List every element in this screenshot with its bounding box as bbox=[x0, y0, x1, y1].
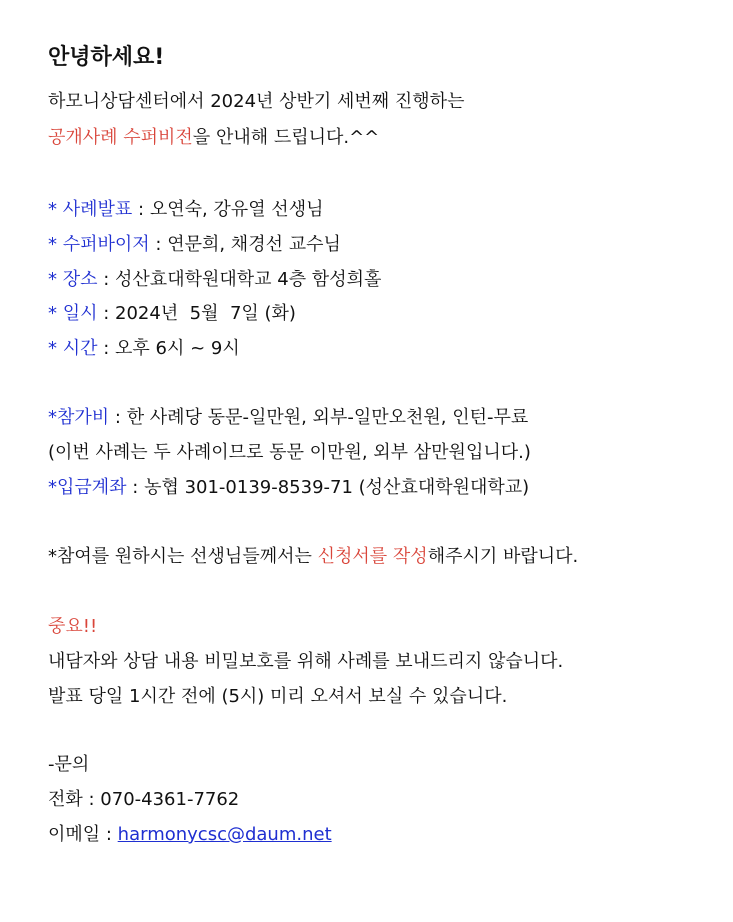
detail-value: 연문희, 채경선 교수님 bbox=[167, 234, 341, 255]
detail-bullet: * bbox=[48, 199, 63, 220]
apply-highlight-form: 신청서를 bbox=[317, 546, 388, 567]
detail-time bbox=[48, 337, 240, 361]
detail-bullet: * bbox=[48, 234, 63, 255]
detail-separator: : bbox=[97, 303, 116, 324]
detail-presenters bbox=[48, 198, 323, 222]
detail-separator: : bbox=[97, 338, 116, 359]
fee-note: (이번 사례는 두 사례이므로 동문 이만원, 외부 삼만원입니다.) bbox=[48, 442, 531, 463]
email-link[interactable]: harmonycsc@daum.net bbox=[117, 824, 332, 845]
account-value: 농협 301-0139-8539-71 (성산효대학원대학교) bbox=[144, 477, 530, 498]
detail-value: 2024년 5월 7일 (화) bbox=[115, 303, 296, 324]
fee-value: 한 사례당 동문-일만원, 외부-일만오천원, 인턴-무료 bbox=[126, 407, 529, 428]
detail-label: 사례발표 bbox=[62, 199, 133, 220]
account-line bbox=[48, 476, 529, 500]
contact-heading: -문의 bbox=[48, 754, 90, 775]
apply-suffix: 해주시기 바랍니다. bbox=[427, 546, 579, 567]
account-separator: : bbox=[126, 477, 145, 498]
apply-highlight-write: 작성 bbox=[392, 546, 428, 567]
detail-separator: : bbox=[132, 199, 150, 220]
detail-separator: : bbox=[97, 269, 116, 290]
detail-bullet: * bbox=[48, 269, 63, 290]
phone-number: 070-4361-7762 bbox=[100, 789, 240, 810]
detail-label: 일시 bbox=[62, 303, 98, 324]
email-label: 이메일 : bbox=[48, 824, 118, 845]
fee-label: *참가비 bbox=[48, 407, 110, 428]
detail-value: 성산효대학원대학교 4층 함성희홀 bbox=[115, 269, 382, 290]
important-line-1: 내담자와 상담 내용 비밀보호를 위해 사례를 보내드리지 않습니다. bbox=[48, 651, 564, 672]
intro-line-2-rest: 을 안내해 드립니다.^^ bbox=[192, 127, 380, 148]
contact-email bbox=[48, 823, 332, 847]
account-label: *입금계좌 bbox=[48, 477, 127, 498]
detail-label: 수퍼바이저 bbox=[62, 234, 150, 255]
fee-separator: : bbox=[109, 407, 127, 428]
detail-bullet: * bbox=[48, 338, 63, 359]
important-line-2: 발표 당일 1시간 전에 (5시) 미리 오셔서 보실 수 있습니다. bbox=[48, 686, 508, 707]
detail-supervisors bbox=[48, 233, 341, 257]
fee-line bbox=[48, 406, 528, 430]
detail-value: 오연숙, 강유열 선생님 bbox=[149, 199, 324, 220]
contact-phone bbox=[48, 788, 239, 812]
apply-prefix: *참여를 원하시는 선생님들께서는 bbox=[48, 546, 318, 567]
detail-location bbox=[48, 268, 381, 292]
detail-label: 시간 bbox=[62, 338, 98, 359]
phone-label: 전화 : bbox=[48, 789, 101, 810]
intro-line-2 bbox=[48, 126, 379, 150]
detail-bullet: * bbox=[48, 303, 63, 324]
detail-value: 오후 6시 ~ 9시 bbox=[115, 338, 240, 359]
apply-line bbox=[48, 545, 578, 569]
detail-separator: : bbox=[149, 234, 168, 255]
detail-label: 장소 bbox=[62, 269, 98, 290]
event-title-highlight: 공개사례 수퍼비전 bbox=[48, 127, 193, 148]
greeting: 안녕하세요! bbox=[48, 45, 165, 70]
important-title: 중요!! bbox=[48, 616, 98, 637]
intro-line-1: 하모니상담센터에서 2024년 상반기 세번째 진행하는 bbox=[48, 91, 465, 112]
detail-date bbox=[48, 302, 296, 326]
